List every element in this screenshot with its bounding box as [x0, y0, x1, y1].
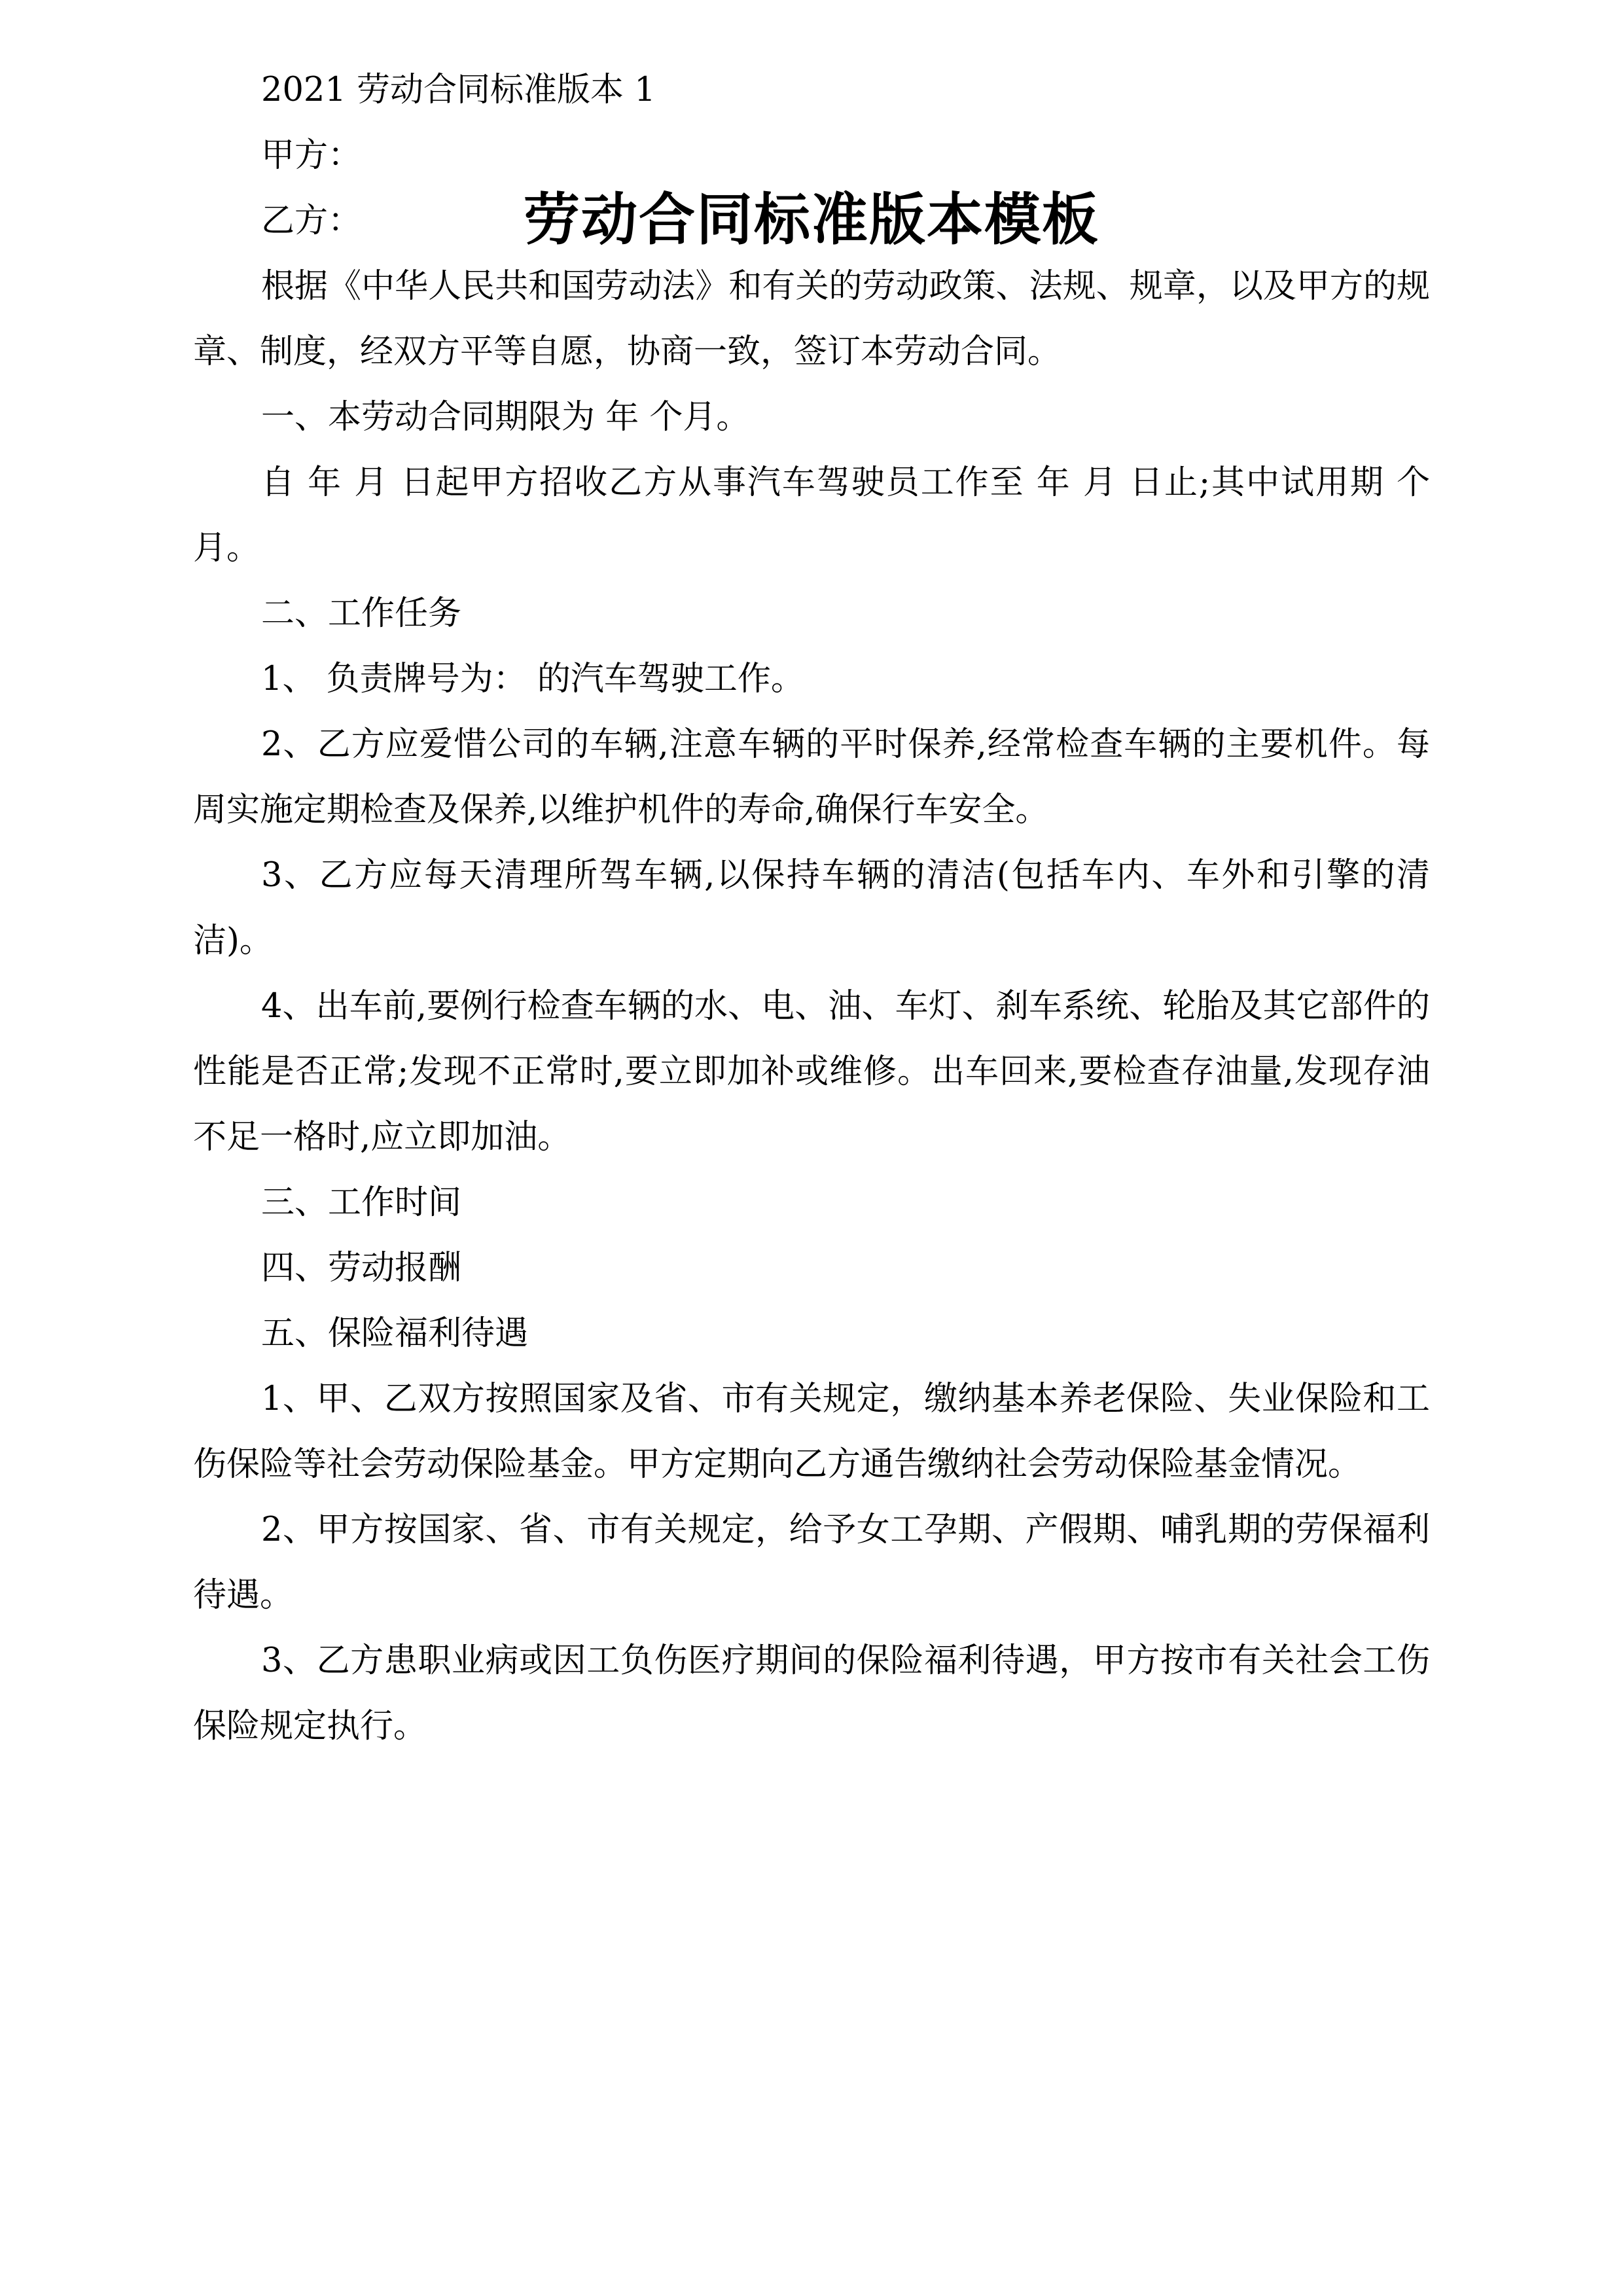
paragraph-insurance-item-3: 3、乙方患职业病或因工负伤医疗期间的保险福利待遇，甲方按市有关社会工伤保险规定执行。: [193, 1641, 1430, 1746]
paragraph-term-dates: 自 年 月 日起甲方招收乙方从事汽车驾驶员工作至 年 月 日止;其中试用期 个月。: [193, 463, 1430, 567]
page-title: 劳动合同标准版本模板: [524, 187, 1099, 253]
paragraph-section-four-heading: 四、劳动报酬: [261, 1249, 462, 1287]
paragraph-task-item-3: 3、乙方应每天清理所驾车辆,以保持车辆的清洁(包括车内、车外和引擎的清洁)。: [193, 856, 1430, 960]
contract-text-block: [193, 58, 1430, 1759]
paragraph-section-two-heading: 二、工作任务: [261, 594, 462, 633]
paragraph-task-item-4: 4、出车前,要例行检查车辆的水、电、油、车灯、刹车系统、轮胎及其它部件的性能是否正常;发现不正常时,要立即加补或维修。出车回来,要检查存油量,发现存油不足一格时,应立即加油。: [193, 987, 1430, 1157]
document-body: [193, 0, 1430, 1759]
paragraph-insurance-item-1: 1、甲、乙双方按照国家及省、市有关规定，缴纳基本养老保险、失业保险和工伤保险等社会劳动保险基金。甲方定期向乙方通告缴纳社会劳动保险基金情况。: [193, 1380, 1430, 1484]
paragraph-preamble: 根据《中华人民共和国劳动法》和有关的劳动政策、法规、规章，以及甲方的规章、制度，经双方平等自愿，协商一致，签订本劳动合同。: [193, 267, 1430, 371]
paragraph-section-five-heading: 五、保险福利待遇: [261, 1314, 529, 1353]
paragraph-task-item-1: 1、 负责牌号为： 的汽车驾驶工作。: [261, 660, 804, 698]
paragraph-section-three-heading: 三、工作时间: [261, 1183, 462, 1222]
paragraph-party-a: 甲方：: [261, 136, 362, 175]
paragraph-version-line: 2021 劳动合同标准版本 1: [261, 71, 656, 109]
paragraph-insurance-item-2: 2、甲方按国家、省、市有关规定，给予女工孕期、产假期、哺乳期的劳保福利待遇。: [193, 1511, 1430, 1615]
paragraph-task-item-2: 2、乙方应爱惜公司的车辆,注意车辆的平时保养,经常检查车辆的主要机件。每周实施定期检查及保养,以维护机件的寿命,确保行车安全。: [193, 725, 1430, 829]
paragraph-party-b: 乙方：: [261, 202, 362, 240]
paragraph-section-one-heading: 一、本劳动合同期限为 年 个月。: [261, 398, 750, 437]
